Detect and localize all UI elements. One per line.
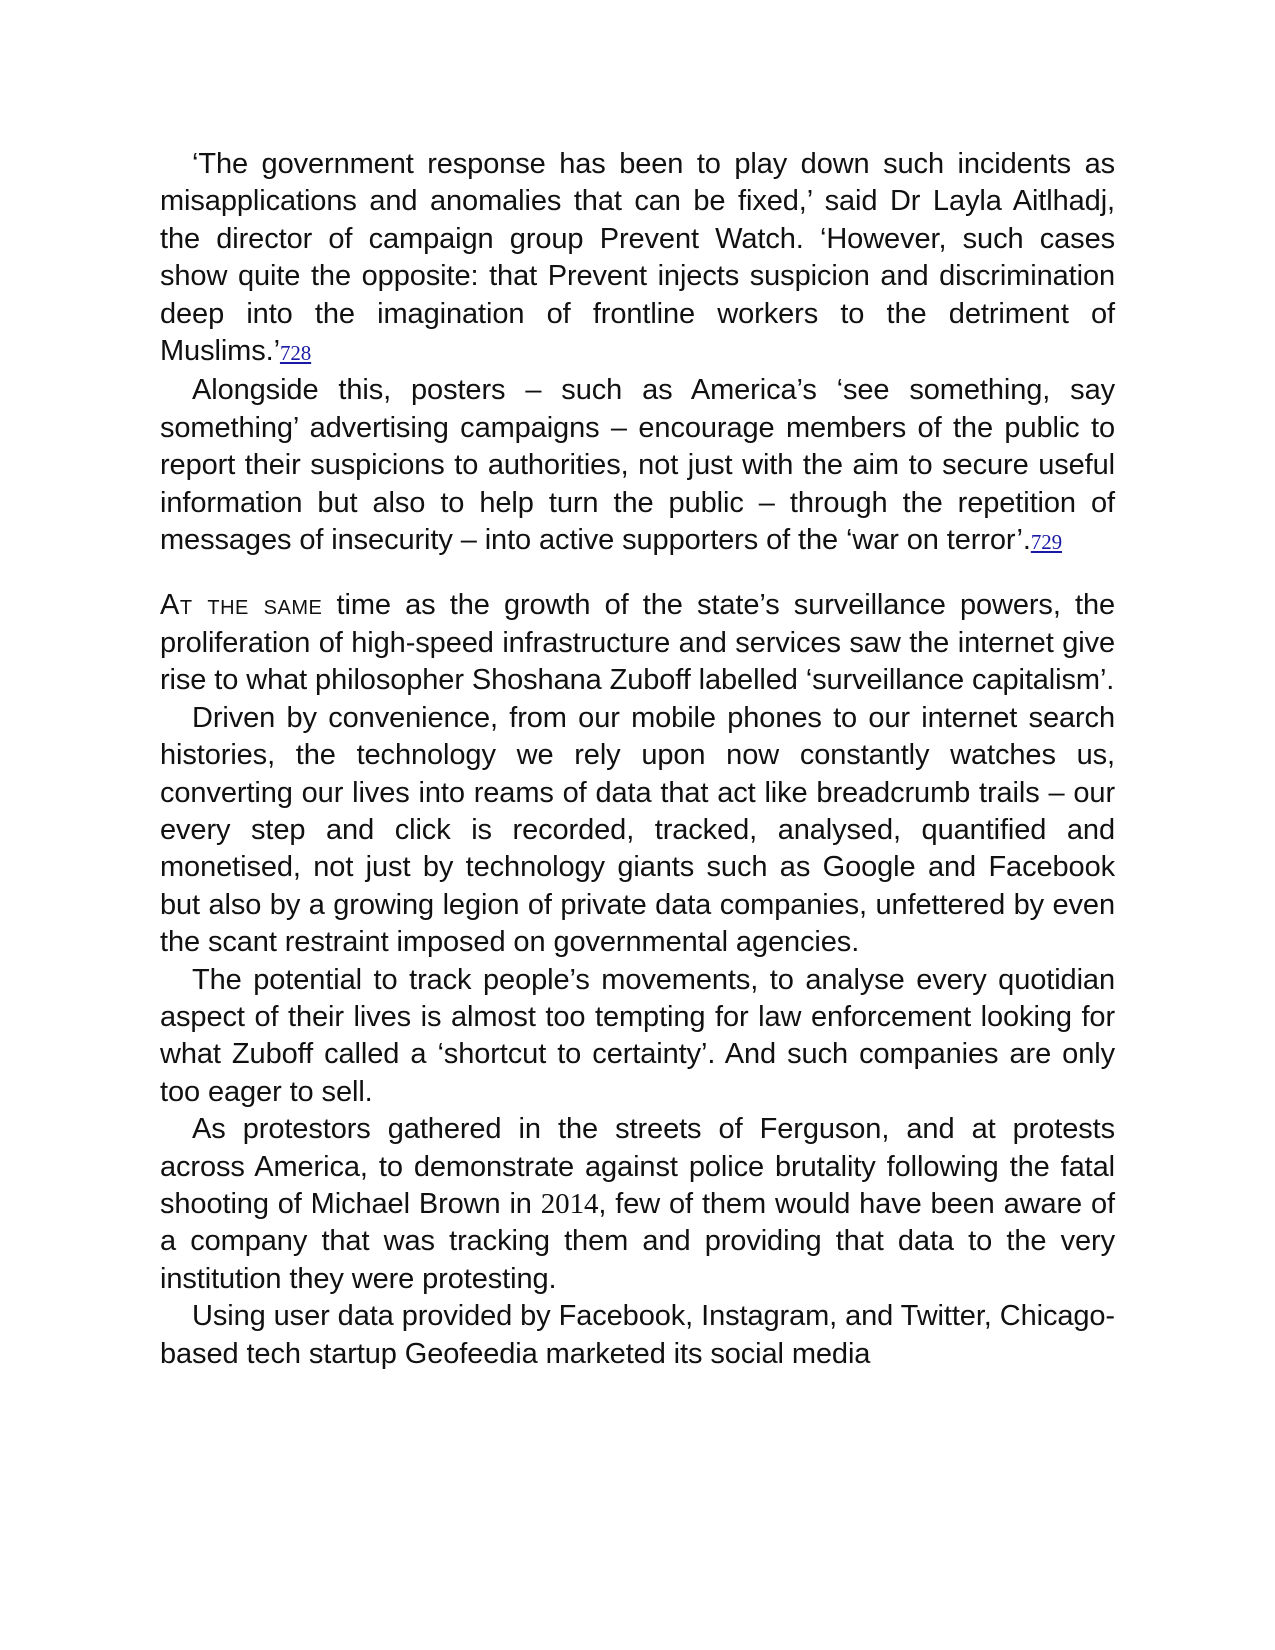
paragraph-ferguson [160,1111,1115,1298]
paragraph-geofeedia [160,1298,1115,1373]
year-number: 2014 [540,1187,599,1220]
paragraph-surveillance-capitalism [160,587,1115,699]
paragraph-text: ‘The government response has been to play down such incidents as misapplications and anomalies that can be fixed,’ said Dr Layla Aitlhadj, the director of campaign group Prevent Watch. ‘However, such cases show quite the opposite: that Prevent injects suspicion and discrimination deep into the imagination of frontline workers to the detriment of Muslims.’ [160,148,1115,368]
footnote-link-729[interactable]: 729 [1030,530,1063,555]
paragraph-posters [160,372,1115,561]
paragraph-text: Using user data provided by Facebook, Instagram, and Twitter, Chicago-based tech startup Geofeedia marketed its social media [160,1300,1115,1370]
paragraph-text: The potential to track people’s movements, to analyse every quotidian aspect of their lives is almost too tempting for law enforcement looking for what Zuboff called a ‘shortcut to certainty’. And such companies are only too eager to sell. [160,963,1115,1108]
page-body [160,146,1115,1373]
paragraph-text: , few of them would have been aware of a company that was tracking them and providing that data to the very institution they were protesting. [160,1187,1116,1295]
paragraph-prevent-watch-quote [160,146,1115,372]
footnote-link-728[interactable]: 728 [279,341,312,366]
paragraph-convenience [160,700,1115,962]
paragraph-tracking-potential [160,962,1115,1112]
paragraph-text: time as the growth of the state’s surveillance powers, the proliferation of high-speed infrastructure and services saw the internet give rise to what philosopher Shoshana Zuboff labelled ‘surveillance capitalism’. [160,589,1115,697]
paragraph-text: Alongside this, posters – such as America’s ‘see something, say something’ advertising campaigns – encourage members of the public to report their suspicions to authorities, not just with the aim to secure useful information but also to help turn the public – through the repetition of messages of insecurity – into active supporters of the ‘war on terror’. [160,374,1115,557]
paragraph-text: Driven by convenience, from our mobile phones to our internet search histories, the technology we rely upon now constantly watches us, converting our lives into reams of data that act like breadcrumb trails – our every step and click is recorded, tracked, analysed, quantified and monetised, not just by technology giants such as Google and Facebook but also by a growing legion of private data companies, unfettered by even the scant restraint imposed on governmental agencies. [160,701,1115,959]
section-lead-smallcaps: At the same [160,589,323,622]
paragraph-text: As protestors gathered in the streets of Ferguson, and at protests across America, to demonstrate against police brutality following the fatal shooting of Michael Brown in [160,1113,1115,1220]
